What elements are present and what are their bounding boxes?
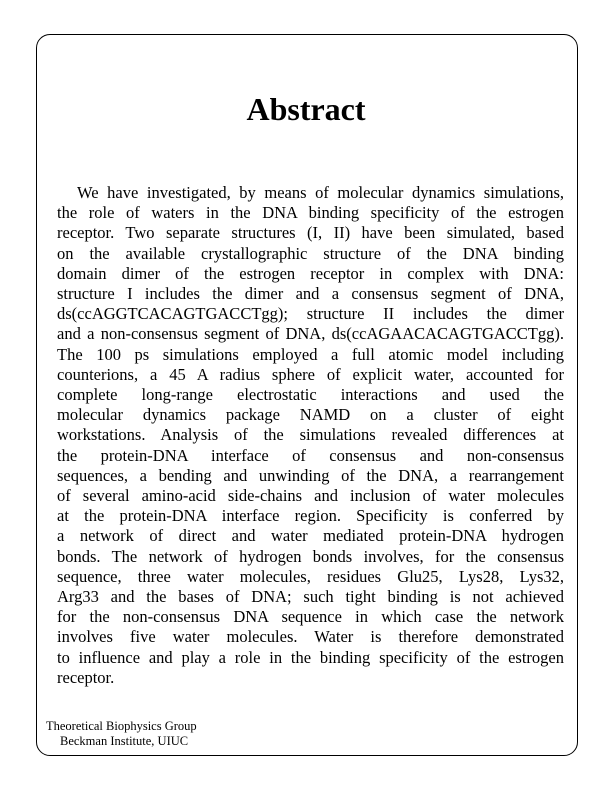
abstract-line: workstations. Analysis of the simulations revealed differences at <box>57 425 564 445</box>
abstract-line: sequence, three water molecules, residues Glu25, Lys28, Lys32, <box>57 566 564 586</box>
footer-group-name: Theoretical Biophysics Group <box>46 719 197 733</box>
abstract-line: on the available crystallographic structure of the DNA binding <box>57 243 564 263</box>
abstract-line: domain dimer of the estrogen receptor in complex with DNA: <box>57 263 564 283</box>
abstract-line: involves five water molecules. Water is therefore demonstrated <box>57 627 564 647</box>
abstract-line: receptor. <box>57 667 115 687</box>
abstract-text <box>57 183 564 688</box>
footer-institute-name: Beckman Institute, UIUC <box>60 734 189 748</box>
abstract-line: sequences, a bending and unwinding of the DNA, a rearrangement <box>57 465 564 485</box>
abstract-line: at the protein-DNA interface region. Specificity is conferred by <box>57 506 564 526</box>
abstract-line: to influence and play a role in the binding specificity of the estrogen <box>57 647 564 667</box>
abstract-line: The 100 ps simulations employed a full atomic model including <box>57 344 564 364</box>
abstract-line: the role of waters in the DNA binding specificity of the estrogen <box>57 203 564 223</box>
abstract-line: Arg33 and the bases of DNA; such tight binding is not achieved <box>57 587 564 607</box>
abstract-line: counterions, a 45 A radius sphere of explicit water, accounted for <box>57 364 564 384</box>
footer <box>46 719 197 749</box>
abstract-line: a network of direct and water mediated protein-DNA hydrogen <box>57 526 564 546</box>
abstract-line: the protein-DNA interface of consensus and non-consensus <box>57 445 564 465</box>
abstract-line: of several amino-acid side-chains and inclusion of water molecules <box>57 486 564 506</box>
abstract-line: and a non-consensus segment of DNA, ds(ccAGAACACAGTGACCTgg). <box>57 324 564 344</box>
abstract-line: receptor. Two separate structures (I, II) have been simulated, based <box>57 223 564 243</box>
abstract-line: ds(ccAGGTCACAGTGACCTgg); structure II includes the dimer <box>57 304 564 324</box>
abstract-line: We have investigated, by means of molecular dynamics simulations, <box>77 183 564 202</box>
abstract-line: structure I includes the dimer and a consensus segment of DNA, <box>57 284 564 304</box>
abstract-line: complete long-range electrostatic interactions and used the <box>57 385 564 405</box>
abstract-line: bonds. The network of hydrogen bonds involves, for the consensus <box>57 546 564 566</box>
page-title: Abstract <box>246 91 366 127</box>
abstract-line: for the non-consensus DNA sequence in which case the network <box>57 607 564 627</box>
abstract-line: molecular dynamics package NAMD on a cluster of eight <box>57 405 564 425</box>
